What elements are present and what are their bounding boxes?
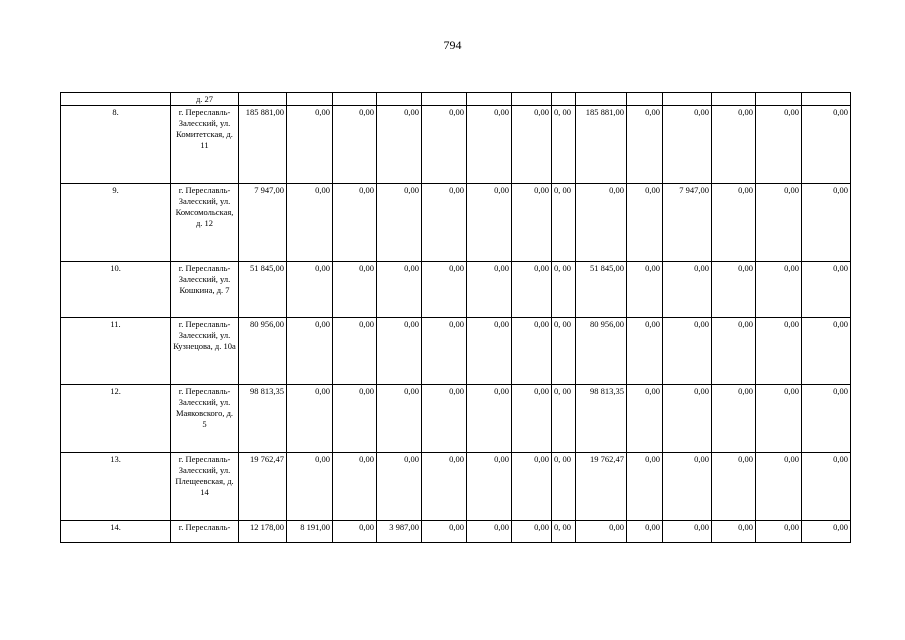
value-cell: 0,00 bbox=[512, 106, 552, 184]
table-row bbox=[61, 93, 851, 106]
value-cell: 0,00 bbox=[467, 262, 512, 318]
address-cell: г. Переславль-Залесский, ул. Комсомольская, д. 12 bbox=[171, 184, 239, 262]
value-cell: 0,00 bbox=[512, 385, 552, 453]
value-cell bbox=[663, 93, 712, 106]
value-cell bbox=[467, 93, 512, 106]
value-cell: 0,00 bbox=[467, 106, 512, 184]
value-cell: 98 813,35 bbox=[576, 385, 627, 453]
value-cell: 0,00 bbox=[627, 184, 663, 262]
value-cell: 0,00 bbox=[802, 106, 851, 184]
value-cell: 0,00 bbox=[377, 184, 422, 262]
value-cell: 0,00 bbox=[802, 262, 851, 318]
value-cell: 0,00 bbox=[627, 385, 663, 453]
table-row bbox=[61, 318, 851, 385]
data-table bbox=[60, 92, 851, 543]
address-cell: г. Переславль-Залесский, ул. Маяковского, д. 5 bbox=[171, 385, 239, 453]
value-cell: 185 881,00 bbox=[239, 106, 287, 184]
value-cell: 51 845,00 bbox=[576, 262, 627, 318]
address-cell: г. Переславль- bbox=[171, 521, 239, 543]
value-cell: 51 845,00 bbox=[239, 262, 287, 318]
value-cell: 0,00 bbox=[512, 521, 552, 543]
value-cell: 0,00 bbox=[422, 318, 467, 385]
value-cell: 0,00 bbox=[802, 385, 851, 453]
value-cell: 0,00 bbox=[287, 262, 333, 318]
value-cell: 7 947,00 bbox=[239, 184, 287, 262]
value-cell: 0,00 bbox=[802, 453, 851, 521]
value-cell: 0,00 bbox=[712, 385, 756, 453]
value-cell: 0, 00 bbox=[552, 184, 576, 262]
value-cell: 0,00 bbox=[712, 262, 756, 318]
value-cell: 0,00 bbox=[377, 453, 422, 521]
value-cell: 0,00 bbox=[467, 453, 512, 521]
value-cell: 0,00 bbox=[512, 184, 552, 262]
value-cell bbox=[422, 93, 467, 106]
value-cell bbox=[512, 93, 552, 106]
value-cell: 0,00 bbox=[333, 106, 377, 184]
value-cell: 0,00 bbox=[422, 262, 467, 318]
address-cell: г. Переславль-Залесский, ул. Кузнецова, д. 10а bbox=[171, 318, 239, 385]
value-cell: 0,00 bbox=[422, 453, 467, 521]
value-cell: 0,00 bbox=[333, 318, 377, 385]
value-cell: 80 956,00 bbox=[576, 318, 627, 385]
value-cell: 0,00 bbox=[712, 453, 756, 521]
value-cell: 0,00 bbox=[756, 453, 802, 521]
value-cell: 0, 00 bbox=[552, 521, 576, 543]
value-cell: 8 191,00 bbox=[287, 521, 333, 543]
page-number: 794 bbox=[443, 38, 462, 52]
value-cell: 0,00 bbox=[377, 318, 422, 385]
value-cell: 0,00 bbox=[333, 521, 377, 543]
value-cell: 0,00 bbox=[712, 318, 756, 385]
value-cell: 0,00 bbox=[663, 385, 712, 453]
value-cell: 0,00 bbox=[422, 521, 467, 543]
value-cell: 0, 00 bbox=[552, 385, 576, 453]
value-cell: 12 178,00 bbox=[239, 521, 287, 543]
value-cell: 0,00 bbox=[287, 385, 333, 453]
value-cell: 185 881,00 bbox=[576, 106, 627, 184]
address-cell: г. Переславль-Залесский, ул. Кошкина, д. 7 bbox=[171, 262, 239, 318]
row-number-cell: 11. bbox=[61, 318, 171, 385]
value-cell: 0,00 bbox=[663, 453, 712, 521]
value-cell: 0,00 bbox=[377, 106, 422, 184]
value-cell: 0, 00 bbox=[552, 106, 576, 184]
value-cell: 0,00 bbox=[756, 262, 802, 318]
value-cell: 0,00 bbox=[712, 521, 756, 543]
value-cell: 0,00 bbox=[467, 184, 512, 262]
value-cell bbox=[552, 93, 576, 106]
value-cell: 0,00 bbox=[576, 521, 627, 543]
value-cell bbox=[756, 93, 802, 106]
value-cell: 0,00 bbox=[377, 385, 422, 453]
table-row bbox=[61, 106, 851, 184]
value-cell: 0,00 bbox=[756, 521, 802, 543]
row-number-cell: 8. bbox=[61, 106, 171, 184]
value-cell bbox=[333, 93, 377, 106]
row-number-cell: 14. bbox=[61, 521, 171, 543]
table-row bbox=[61, 262, 851, 318]
value-cell: 0,00 bbox=[287, 184, 333, 262]
value-cell: 0,00 bbox=[663, 106, 712, 184]
table-row bbox=[61, 385, 851, 453]
value-cell: 0, 00 bbox=[552, 262, 576, 318]
value-cell: 0,00 bbox=[422, 106, 467, 184]
row-number-cell: 12. bbox=[61, 385, 171, 453]
value-cell: 0,00 bbox=[287, 318, 333, 385]
value-cell: 0,00 bbox=[756, 318, 802, 385]
value-cell: 0,00 bbox=[467, 385, 512, 453]
value-cell: 0,00 bbox=[512, 318, 552, 385]
value-cell: 0,00 bbox=[802, 318, 851, 385]
value-cell: 0,00 bbox=[663, 262, 712, 318]
address-cell: г. Переславль-Залесский, ул. Плещеевская, д. 14 bbox=[171, 453, 239, 521]
value-cell bbox=[712, 93, 756, 106]
value-cell: 0,00 bbox=[333, 453, 377, 521]
value-cell: 19 762,47 bbox=[239, 453, 287, 521]
value-cell: 0,00 bbox=[627, 262, 663, 318]
table-row bbox=[61, 453, 851, 521]
address-cell: г. Переславль-Залесский, ул. Комитетская, д. 11 bbox=[171, 106, 239, 184]
row-number-cell: 9. bbox=[61, 184, 171, 262]
row-number-cell: 10. bbox=[61, 262, 171, 318]
value-cell: 0,00 bbox=[422, 385, 467, 453]
value-cell: 0,00 bbox=[627, 318, 663, 385]
value-cell: 3 987,00 bbox=[377, 521, 422, 543]
value-cell: 0,00 bbox=[756, 184, 802, 262]
value-cell bbox=[287, 93, 333, 106]
value-cell: 0,00 bbox=[333, 385, 377, 453]
value-cell: 0, 00 bbox=[552, 453, 576, 521]
value-cell: 0,00 bbox=[663, 318, 712, 385]
value-cell bbox=[627, 93, 663, 106]
value-cell: 0,00 bbox=[287, 106, 333, 184]
value-cell: 0,00 bbox=[287, 453, 333, 521]
table-row bbox=[61, 184, 851, 262]
value-cell: 0,00 bbox=[512, 262, 552, 318]
value-cell: 0,00 bbox=[512, 453, 552, 521]
value-cell: 80 956,00 bbox=[239, 318, 287, 385]
value-cell: 0,00 bbox=[377, 262, 422, 318]
address-cell: д. 27 bbox=[171, 93, 239, 106]
value-cell: 19 762,47 bbox=[576, 453, 627, 521]
value-cell: 0,00 bbox=[627, 453, 663, 521]
row-number-cell: 13. bbox=[61, 453, 171, 521]
value-cell bbox=[377, 93, 422, 106]
value-cell: 0,00 bbox=[422, 184, 467, 262]
value-cell: 0,00 bbox=[627, 521, 663, 543]
value-cell: 0,00 bbox=[712, 184, 756, 262]
value-cell: 0,00 bbox=[576, 184, 627, 262]
value-cell: 7 947,00 bbox=[663, 184, 712, 262]
value-cell: 0,00 bbox=[802, 184, 851, 262]
value-cell: 0,00 bbox=[712, 106, 756, 184]
value-cell: 0,00 bbox=[627, 106, 663, 184]
value-cell: 0,00 bbox=[467, 318, 512, 385]
value-cell: 0,00 bbox=[333, 184, 377, 262]
value-cell: 0, 00 bbox=[552, 318, 576, 385]
value-cell: 0,00 bbox=[756, 106, 802, 184]
value-cell: 0,00 bbox=[333, 262, 377, 318]
row-number-cell bbox=[61, 93, 171, 106]
table-row bbox=[61, 521, 851, 543]
value-cell bbox=[576, 93, 627, 106]
value-cell: 0,00 bbox=[467, 521, 512, 543]
value-cell: 0,00 bbox=[756, 385, 802, 453]
value-cell: 0,00 bbox=[663, 521, 712, 543]
value-cell bbox=[802, 93, 851, 106]
value-cell: 0,00 bbox=[802, 521, 851, 543]
value-cell: 98 813,35 bbox=[239, 385, 287, 453]
value-cell bbox=[239, 93, 287, 106]
